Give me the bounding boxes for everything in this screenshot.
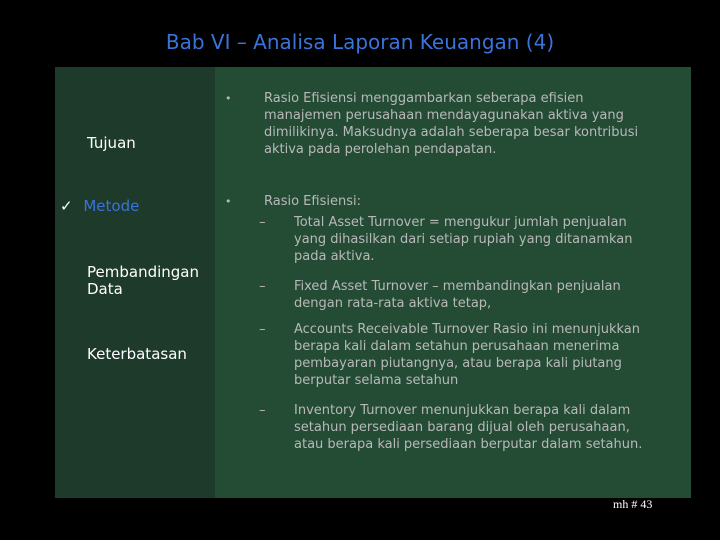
sub-item-fixed-asset-turnover — [294, 278, 621, 312]
dash-icon: – — [259, 322, 266, 337]
text-line: berputar selama setahun — [294, 373, 459, 388]
bullet-text — [264, 90, 638, 158]
text-line: yang dihasilkan dari setiap rupiah yang ditanamkan — [294, 232, 633, 247]
text-line: Total Asset Turnover = mengukur jumlah penjualan — [294, 215, 627, 230]
sub-item-inventory-turnover — [294, 402, 642, 453]
text-line: dimilikinya. Maksudnya adalah seberapa besar kontribusi — [264, 125, 639, 140]
sub-item-accounts-receivable-turnover — [294, 321, 640, 389]
text-line: pembayaran piutangnya, atau berapa kali piutang — [294, 356, 622, 371]
text-line: pada aktiva. — [294, 249, 375, 264]
nav-item-metode[interactable] — [60, 198, 139, 215]
nav-item-tujuan-label: Tujuan — [87, 134, 136, 152]
text-line: Fixed Asset Turnover – membandingkan penjualan — [294, 279, 621, 294]
nav-item-keterbatasan[interactable] — [87, 346, 187, 363]
bullet-icon: • — [225, 195, 232, 208]
nav-item-tujuan[interactable] — [87, 135, 136, 152]
text-line: berapa kali dalam setahun perusahaan menerima — [294, 339, 620, 354]
text-line: Inventory Turnover menunjukkan berapa kali dalam — [294, 403, 631, 418]
checkmark-icon: ✓ — [60, 197, 73, 215]
dash-icon: – — [259, 215, 266, 230]
bullet-efisiensi-list — [215, 193, 691, 493]
text-line: Accounts Receivable Turnover Rasio ini menunjukkan — [294, 322, 640, 337]
text-line: Rasio Efisiensi menggambarkan seberapa efisien — [264, 91, 584, 106]
text-line: manajemen perusahaan mendayagunakan aktiva yang — [264, 108, 624, 123]
bullet-icon: • — [225, 92, 232, 105]
left-nav-panel — [55, 67, 215, 498]
text-line: aktiva pada perolehan pendapatan. — [264, 142, 497, 157]
nav-item-metode-label: Metode — [83, 197, 140, 215]
nav-item-pembandingan-label: Pembandingan Data — [87, 263, 199, 298]
slide-number: mh # 43 — [613, 497, 653, 511]
bullet-heading: Rasio Efisiensi: — [264, 194, 361, 209]
nav-item-pembandingan-data[interactable] — [87, 264, 212, 298]
dash-icon: – — [259, 403, 266, 418]
sub-item-total-asset-turnover — [294, 214, 633, 265]
text-line: setahun persediaan barang dijual oleh perusahaan, — [294, 420, 630, 435]
slide-title: Bab VI – Analisa Laporan Keuangan (4) — [165, 30, 555, 54]
dash-icon: – — [259, 279, 266, 294]
nav-item-keterbatasan-label: Keterbatasan — [87, 345, 187, 363]
text-line: atau berapa kali persediaan berputar dalam setahun. — [294, 437, 643, 452]
bullet-efisiensi-definition — [215, 90, 691, 170]
text-line: dengan rata-rata aktiva tetap, — [294, 296, 492, 311]
content-panel — [215, 67, 691, 498]
